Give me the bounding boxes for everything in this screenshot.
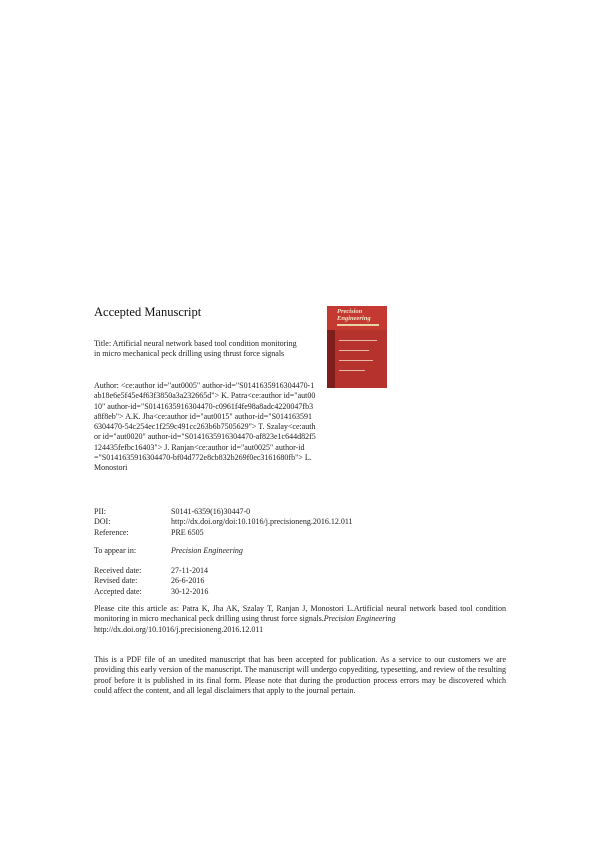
citation-paragraph <box>94 604 506 635</box>
article-title: Title: Artificial neural network based tool condition monitoring in micro mechanical peck drilling using thrust force signals <box>94 339 297 359</box>
doi-row <box>94 517 353 527</box>
revised-row <box>94 576 208 586</box>
pii-row <box>94 507 353 517</box>
cover-title-line2: Engineering <box>337 315 371 322</box>
cover-line <box>339 360 373 361</box>
reference-value: PRE 6505 <box>171 527 204 537</box>
accepted-value: 30-12-2016 <box>171 586 209 596</box>
manuscript-notice: This is a PDF file of an unedited manuscript that has been accepted for publication. As a service to our customers we are providing this early version of the manuscript. The manuscript will undergo copyediting, typesetting, and review of the resulting proof before it is published in its final form. Please note that during the production process errors may be discovered which could affect the content, and all legal disclaimers that apply to the journal pertain. <box>94 655 506 695</box>
received-value: 27-11-2014 <box>171 566 209 575</box>
appear-block <box>94 546 243 556</box>
revised-label: Revised date: <box>94 576 138 586</box>
doi-label: DOI: <box>94 517 111 527</box>
citation-text: Please cite this article as: Patra K, Jha AK, Szalay T, Ranjan J, Monostori L.Artificial neural network based tool condition monitoring in micro mechanical peck drilling using thrust force signals. <box>94 604 506 624</box>
pii-value: S0141-6359(16)30447-0 <box>171 507 251 516</box>
received-row <box>94 566 208 576</box>
revised-value: 26-6-2016 <box>171 576 205 586</box>
cover-subtitle-bar <box>337 324 379 326</box>
dates-block <box>94 566 208 597</box>
appear-label: To appear in: <box>94 546 137 555</box>
pii-label: PII: <box>94 507 106 516</box>
received-label: Received date: <box>94 566 142 575</box>
appear-row <box>94 546 243 556</box>
cover-side-strip <box>327 330 335 388</box>
journal-name: Precision Engineering <box>171 546 243 555</box>
reference-label: Reference: <box>94 527 129 537</box>
citation-journal: Precision Engineering <box>323 614 396 624</box>
citation-doi-link[interactable]: http://dx.doi.org/10.1016/j.precisioneng.2016.12.011 <box>94 624 264 634</box>
cover-line <box>339 350 369 351</box>
cover-title-line1: Precision <box>337 308 363 315</box>
cover-line <box>339 370 365 371</box>
accepted-row <box>94 587 208 597</box>
cover-line <box>339 340 377 341</box>
reference-row <box>94 528 353 538</box>
page-heading: Accepted Manuscript <box>94 305 202 319</box>
identifier-block <box>94 507 353 538</box>
journal-cover-image <box>327 306 387 388</box>
doi-link[interactable]: http://dx.doi.org/doi:10.1016/j.precisioneng.2016.12.011 <box>171 517 353 527</box>
author-list: Author: <ce:author id="aut0005" author-id="S0141635916304470-1ab18e6e5f45e4f63f3850a3a232665d"> K. Patra<ce:author id="aut0010" author-id="S0141635916304470-c0961f4fe98a8adc4220047fb3a8f8eb"> A.K. Jha<ce:author id="aut0015" author-id="S0141635916304470-54c254ec1f259c491cc263b6b7505629"> T. Szalay<ce:author id="aut0020" author-id="S0141635916304470-af823e1c644d82f5124435fefbc16403"> J. Ranjan<ce:author id="aut0025" author-id="S0141635916304470-bf04d772e8cb832b269f0ec3161680fb"> L. Monostori <box>94 381 316 473</box>
accepted-label: Accepted date: <box>94 586 142 596</box>
